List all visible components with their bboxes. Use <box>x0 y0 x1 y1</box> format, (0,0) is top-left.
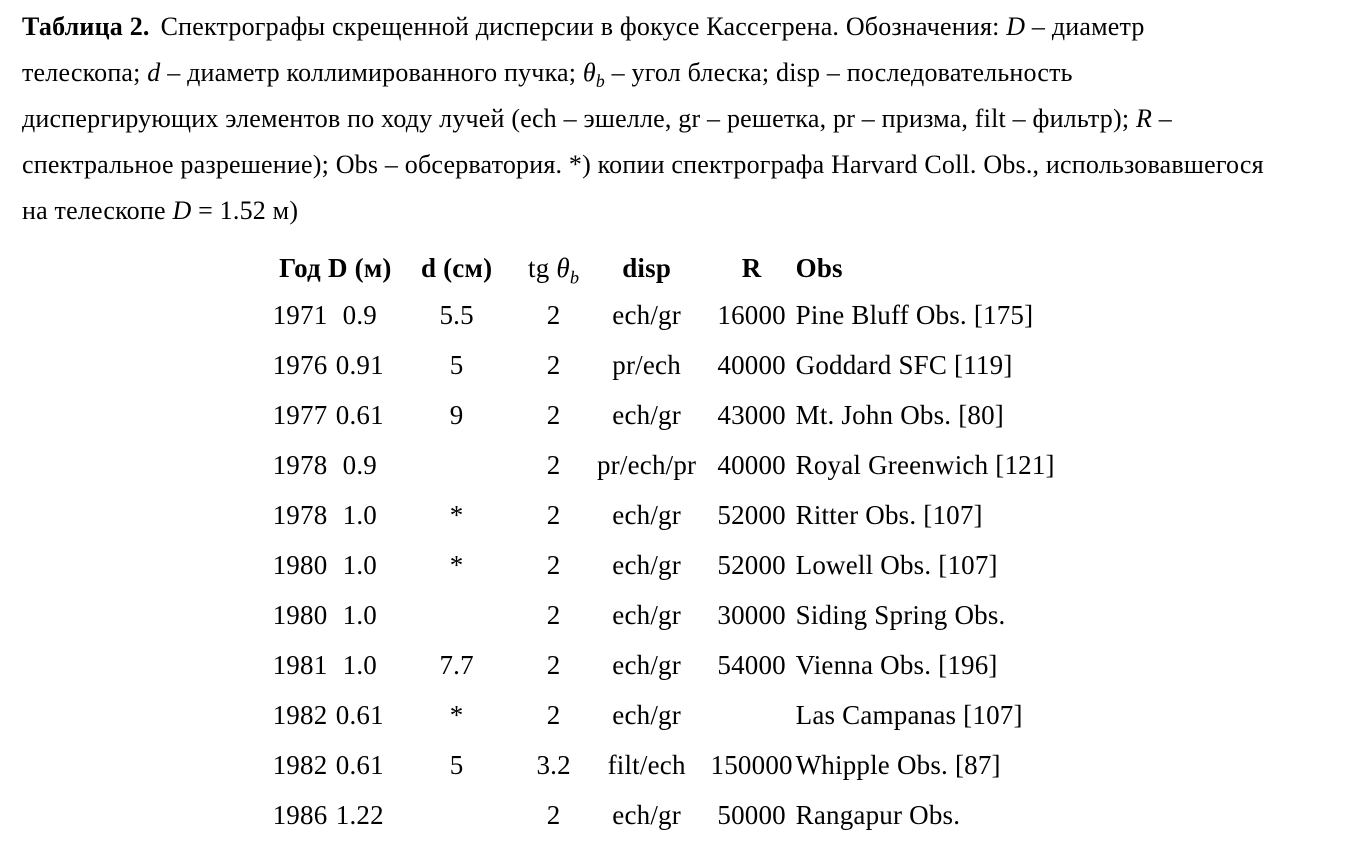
table-row <box>272 640 1126 690</box>
cell-year: 1980 <box>272 599 328 630</box>
cell-obs: Goddard SFC [119] <box>795 349 1013 380</box>
cell-disp: ech/gr <box>612 299 681 330</box>
math-var-theta <box>582 58 605 92</box>
cell-year: 1981 <box>272 649 328 680</box>
caption-line-5 <box>22 188 1362 234</box>
cell-d: 5 <box>449 349 464 380</box>
cell-tg: 2 <box>546 449 561 480</box>
cell-D: 0.9 <box>342 449 377 480</box>
caption-text: на телескопе <box>22 196 173 225</box>
cell-year: 1978 <box>272 449 328 480</box>
cell-R: 52000 <box>717 499 786 530</box>
cell-tg: 2 <box>546 399 561 430</box>
caption-text: – <box>1152 104 1172 133</box>
cell-D: 0.61 <box>335 699 384 730</box>
cell-disp: ech/gr <box>612 549 681 580</box>
cell-tg: 2 <box>546 349 561 380</box>
caption-text: – угол блеска; disp – последовательность <box>604 58 1073 87</box>
table-row <box>272 540 1126 590</box>
theta-symbol: θ <box>582 58 596 87</box>
column-header-R: R <box>741 252 762 283</box>
cell-D: 0.9 <box>342 299 377 330</box>
cell-D: 1.0 <box>342 499 377 530</box>
cell-d: * <box>449 499 464 530</box>
cell-R <box>708 690 796 740</box>
cell-tg: 2 <box>546 499 561 530</box>
cell-obs: Vienna Obs. [196] <box>795 649 998 680</box>
column-header-obs: Obs <box>795 252 843 283</box>
cell-year: 1977 <box>272 399 328 430</box>
table-caption <box>22 4 1362 234</box>
cell-disp: ech/gr <box>612 649 681 680</box>
cell-tg: 2 <box>546 549 561 580</box>
cell-year: 1986 <box>272 799 328 830</box>
cell-obs: Mt. John Obs. [80] <box>795 399 1004 430</box>
table-row <box>272 690 1126 740</box>
cell-d: * <box>449 549 464 580</box>
cell-obs: Ritter Obs. [107] <box>795 499 983 530</box>
cell-R: 50000 <box>717 799 786 830</box>
caption-text: = 1.52 м) <box>191 196 299 225</box>
cell-d: 5 <box>449 749 464 780</box>
cell-year: 1978 <box>272 499 328 530</box>
cell-year: 1982 <box>272 699 328 730</box>
caption-text: телескопа; <box>22 58 148 87</box>
cell-R: 16000 <box>717 299 786 330</box>
cell-d <box>392 590 522 640</box>
column-header-tg-theta <box>522 246 586 290</box>
math-var-R: R <box>1136 104 1153 133</box>
cell-d <box>392 440 522 490</box>
caption-line-4 <box>22 142 1362 188</box>
cell-obs: Royal Greenwich [121] <box>795 449 1055 480</box>
column-header-D: D (м) <box>328 252 392 283</box>
cell-d: 9 <box>449 399 464 430</box>
cell-disp: ech/gr <box>612 599 681 630</box>
caption-text: – диаметр <box>1025 12 1145 41</box>
cell-d <box>392 790 522 840</box>
cell-year: 1971 <box>272 299 328 330</box>
cell-disp: pr/ech <box>612 349 681 380</box>
table-row <box>272 740 1126 790</box>
cell-disp: ech/gr <box>612 699 681 730</box>
cell-d: 5.5 <box>439 299 474 330</box>
theta-subscript: b <box>595 71 605 92</box>
cell-tg: 2 <box>546 649 561 680</box>
cell-year: 1976 <box>272 349 328 380</box>
caption-line-3 <box>22 96 1362 142</box>
column-header-disp: disp <box>622 252 672 283</box>
theta-glyph: θ <box>556 252 570 283</box>
cell-R: 40000 <box>717 449 786 480</box>
caption-text: спектральное разрешение); Obs – обсерватория. *) копии спектрографа Harvard Coll. Obs., использовавшегося <box>22 150 1264 179</box>
cell-year: 1980 <box>272 549 328 580</box>
cell-d: * <box>449 699 464 730</box>
cell-tg: 3.2 <box>536 749 571 780</box>
table-row <box>272 340 1126 390</box>
cell-year: 1982 <box>272 749 328 780</box>
table-row <box>272 390 1126 440</box>
cell-D: 0.61 <box>335 749 384 780</box>
caption-text: Спектрографы скрещенной дисперсии в фокусе Кассегрена. Обозначения: <box>160 12 1007 41</box>
cell-obs: Whipple Obs. [87] <box>795 749 1001 780</box>
theta-subscript: b <box>569 266 580 287</box>
table-row <box>272 590 1126 640</box>
cell-obs: Las Campanas [107] <box>795 699 1023 730</box>
caption-table-label: Таблица 2. <box>22 12 150 41</box>
table-row <box>272 790 1126 840</box>
cell-R: 40000 <box>717 349 786 380</box>
cell-obs: Lowell Obs. [107] <box>795 549 998 580</box>
cell-R: 43000 <box>717 399 786 430</box>
column-header-year: Год <box>279 252 321 283</box>
cell-obs: Rangapur Obs. <box>795 799 961 830</box>
tg-prefix: tg <box>528 252 557 283</box>
table-body <box>272 290 1126 840</box>
cell-disp: ech/gr <box>612 399 681 430</box>
caption-line-2 <box>22 50 1362 96</box>
caption-text: диспергирующих элементов по ходу лучей (ech – эшелле, gr – решетка, pr – призма, filt – фильтр); <box>22 104 1136 133</box>
cell-D: 0.91 <box>335 349 384 380</box>
cell-tg: 2 <box>546 699 561 730</box>
table-row <box>272 490 1126 540</box>
cell-obs: Siding Spring Obs. <box>795 599 1006 630</box>
cell-R: 54000 <box>717 649 786 680</box>
cell-disp: ech/gr <box>612 499 681 530</box>
cell-tg: 2 <box>546 599 561 630</box>
table-row <box>272 290 1126 340</box>
cell-D: 1.0 <box>342 599 377 630</box>
table-header-row <box>272 246 1126 290</box>
cell-disp: ech/gr <box>612 799 681 830</box>
cell-tg: 2 <box>546 799 561 830</box>
cell-D: 1.22 <box>335 799 384 830</box>
cell-R: 150000 <box>710 749 793 780</box>
spectrograph-table <box>272 246 1126 840</box>
math-var-D: D <box>172 196 192 225</box>
math-var-D: D <box>1006 12 1026 41</box>
column-header-d: d (см) <box>420 252 493 283</box>
cell-disp: filt/ech <box>607 749 686 780</box>
table-row <box>272 440 1126 490</box>
caption-text: – диаметр коллимированного пучка; <box>160 58 583 87</box>
cell-obs: Pine Bluff Obs. [175] <box>795 299 1034 330</box>
cell-R: 52000 <box>717 549 786 580</box>
cell-tg: 2 <box>546 299 561 330</box>
cell-d: 7.7 <box>439 649 474 680</box>
cell-D: 0.61 <box>335 399 384 430</box>
cell-disp: pr/ech/pr <box>596 449 697 480</box>
cell-D: 1.0 <box>342 549 377 580</box>
theta-symbol <box>556 252 580 287</box>
cell-D: 1.0 <box>342 649 377 680</box>
caption-line-1 <box>22 4 1362 50</box>
cell-R: 30000 <box>717 599 786 630</box>
math-var-d: d <box>147 58 161 87</box>
